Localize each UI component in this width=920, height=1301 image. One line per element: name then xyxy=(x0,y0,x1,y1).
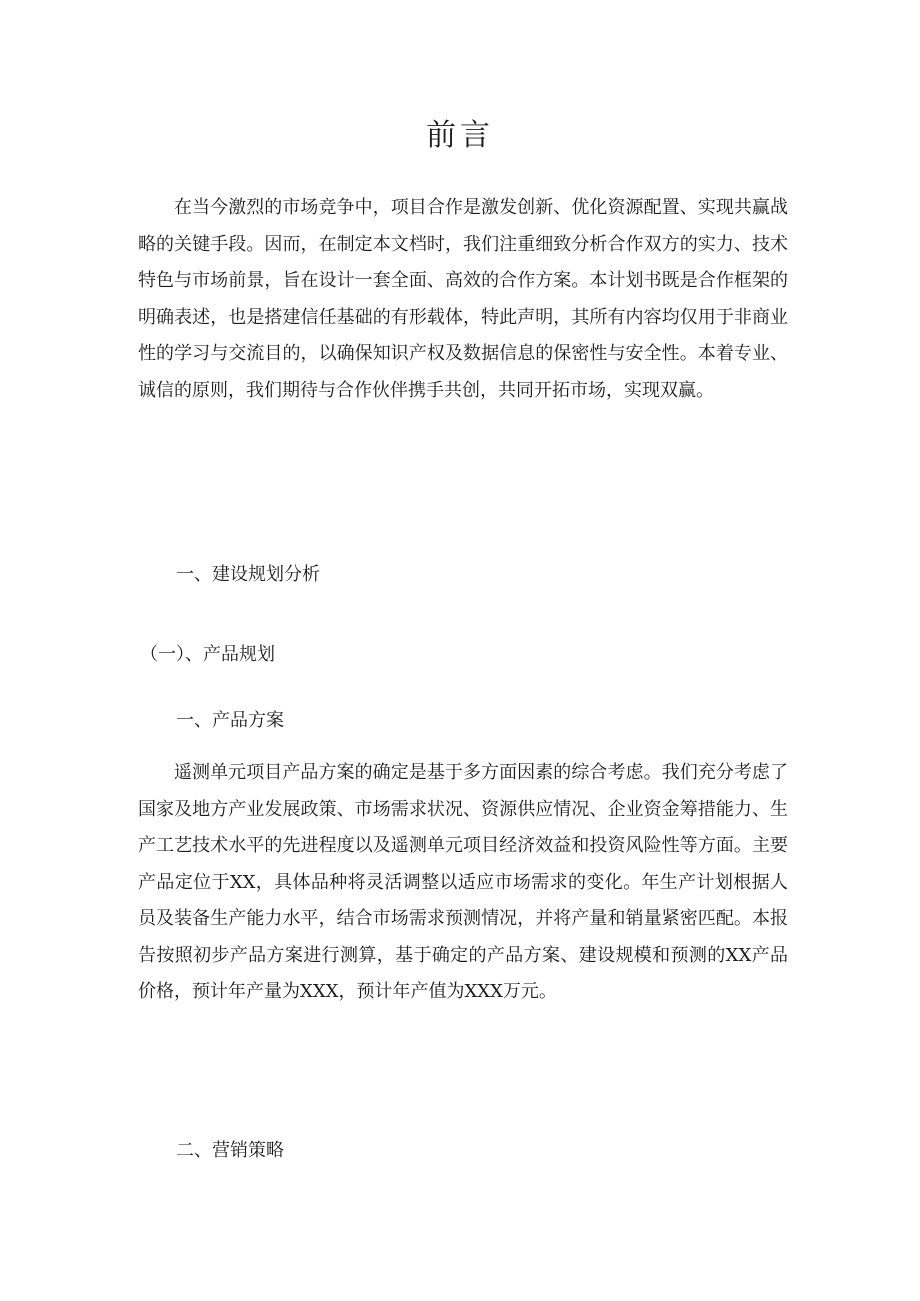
subsection-heading-product-planning: （一）、产品规划 xyxy=(140,644,275,665)
item-heading-product-scheme: 一、产品方案 xyxy=(176,710,284,731)
item-heading-marketing-strategy: 二、营销策略 xyxy=(176,1140,284,1161)
product-scheme-paragraph: 遥测单元项目产品方案的确定是基于多方面因素的综合考虑。我们充分考虑了国家及地方产业发展政策、市场需求状况、资源供应情况、企业资金筹措能力、生产工艺技术水平的先进程度以及遥测单元项目经济效益和投资风险性等方面。主要产品定位于XX，具体品种将灵活调整以适应市场需求的变化。年生产计划根据人员及装备生产能力水平，结合市场需求预测情况，并将产量和销量紧密匹配。本报告按照初步产品方案进行测算，基于确定的产品方案、建设规模和预测的XX产品价格，预计年产量为XXX，预计年产值为XXX万元。 xyxy=(138,762,788,1002)
page-title: 前言 xyxy=(426,118,494,153)
section-heading-construction-planning: 一、建设规划分析 xyxy=(176,564,320,585)
intro-paragraph: 在当今激烈的市场竞争中，项目合作是激发创新、优化资源配置、实现共赢战略的关键手段。因而，在制定本文档时，我们注重细致分析合作双方的实力、技术特色与市场前景，旨在设计一套全面、高效的合作方案。本计划书既是合作框架的明确表述，也是搭建信任基础的有形载体，特此声明，其所有内容均仅用于非商业性的学习与交流目的，以确保知识产权及数据信息的保密性与安全性。本着专业、诚信的原则，我们期待与合作伙伴携手共创，共同开拓市场，实现双赢。 xyxy=(138,197,788,401)
